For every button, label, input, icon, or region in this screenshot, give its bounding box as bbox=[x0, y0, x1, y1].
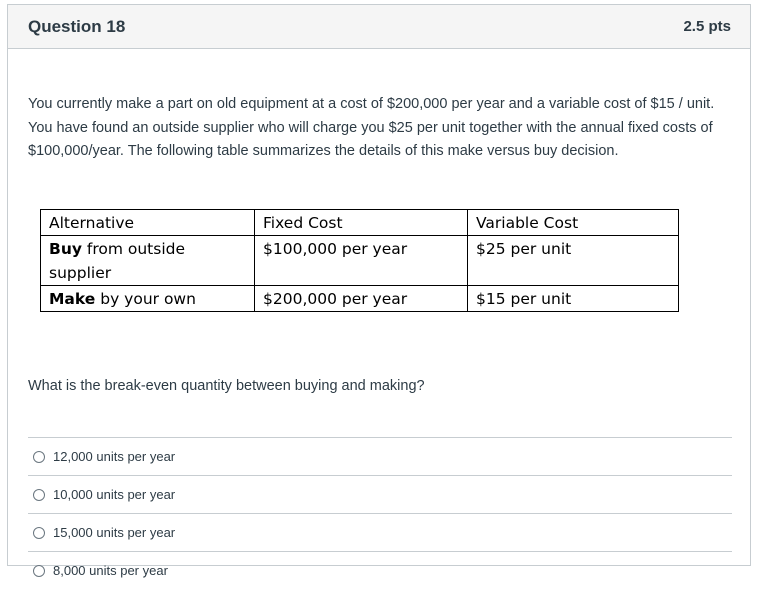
answer-option[interactable] bbox=[28, 551, 732, 589]
question-prompt: What is the break-even quantity between buying and making? bbox=[28, 378, 425, 394]
alternative-detail: by your own bbox=[95, 290, 196, 308]
table-header-cell: Variable Cost bbox=[468, 210, 679, 236]
answer-option[interactable] bbox=[28, 437, 732, 475]
answer-option[interactable] bbox=[28, 475, 732, 513]
table-row bbox=[41, 286, 679, 312]
question-text: You currently make a part on old equipment at a cost of $200,000 per year and a variable cost of $15 / unit. You have found an outside supplier who will charge you $25 per unit together with the annual fixed costs of $100,000/year. The following table summarizes the details of this make versus buy decision. bbox=[28, 96, 715, 160]
alternative-detail: from outside supplier bbox=[49, 240, 186, 282]
answer-label[interactable]: 10,000 units per year bbox=[53, 487, 176, 502]
table-cell-alternative bbox=[41, 286, 255, 312]
radio-button[interactable] bbox=[33, 565, 45, 577]
answer-option[interactable] bbox=[28, 513, 732, 551]
table-header-row bbox=[41, 210, 679, 236]
answer-label[interactable]: 15,000 units per year bbox=[53, 525, 176, 540]
radio-button[interactable] bbox=[33, 451, 45, 463]
answer-label[interactable]: 12,000 units per year bbox=[53, 449, 176, 464]
question-header bbox=[8, 5, 750, 49]
question-card bbox=[7, 4, 751, 578]
table-cell-fixed-cost: $200,000 per year bbox=[255, 286, 468, 312]
table-header-cell: Fixed Cost bbox=[255, 210, 468, 236]
radio-button[interactable] bbox=[33, 527, 45, 539]
details-table bbox=[40, 209, 679, 312]
question-points: 2.5 pts bbox=[683, 18, 731, 35]
table-cell-variable-cost: $25 per unit bbox=[468, 236, 679, 286]
table-cell-variable-cost: $15 per unit bbox=[468, 286, 679, 312]
alternative-keyword: Buy bbox=[49, 240, 82, 258]
answer-label[interactable]: 8,000 units per year bbox=[53, 563, 168, 578]
table-header-cell: Alternative bbox=[41, 210, 255, 236]
table-row bbox=[41, 236, 679, 286]
answer-list bbox=[28, 437, 732, 589]
radio-button[interactable] bbox=[33, 489, 45, 501]
alternative-keyword: Make bbox=[49, 290, 96, 308]
table-cell-fixed-cost: $100,000 per year bbox=[255, 236, 468, 286]
table-cell-alternative bbox=[41, 236, 255, 286]
question-title: Question 18 bbox=[28, 16, 126, 36]
